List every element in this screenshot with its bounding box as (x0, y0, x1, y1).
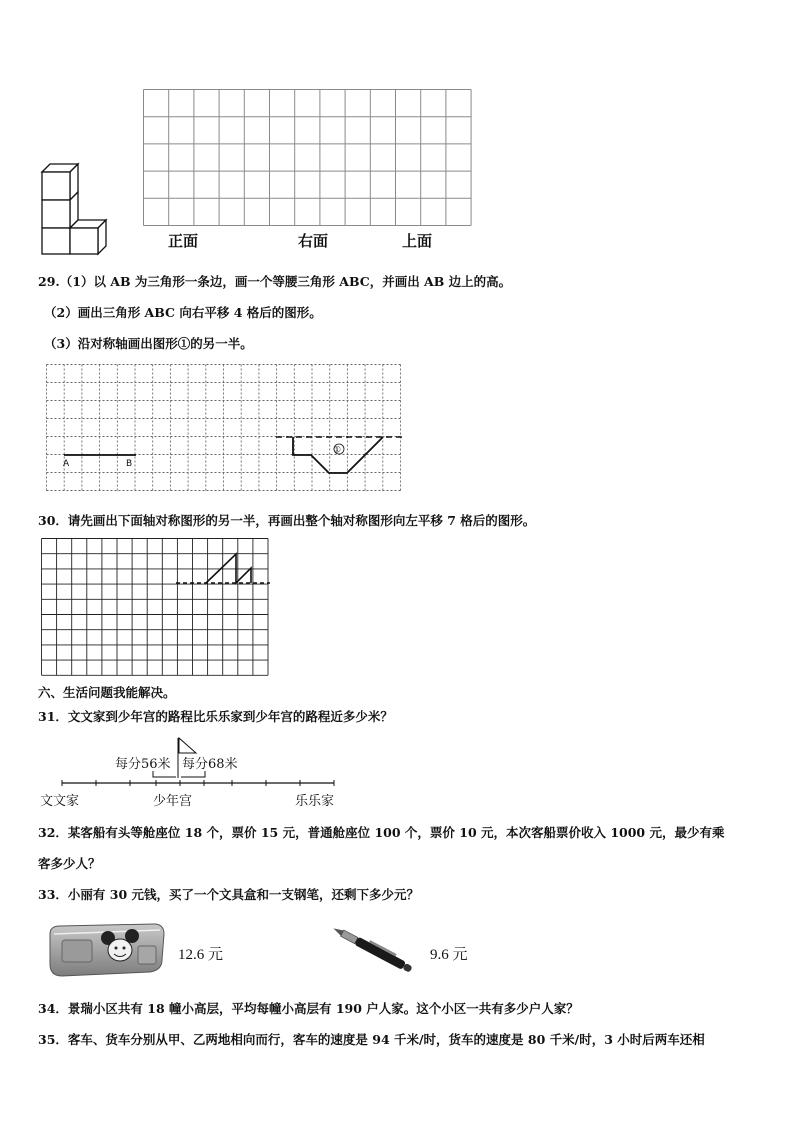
fountain-pen-price: 9.6 元 (430, 947, 468, 963)
q29-line1: 29.（1）以 AB 为三角形一条边，画一个等腰三角形 ABC，并画出 AB 边上的高。 (38, 274, 512, 289)
q34-text: 34．景瑞小区共有 18 幢小高层，平均每幢小高层有 190 户人家。这个小区一共有多少户人家？ (38, 1001, 579, 1016)
pencil-box-price: 12.6 元 (178, 947, 224, 963)
q31-place-left: 文文家 (40, 794, 80, 809)
cube-stack-figure (38, 160, 114, 260)
view-label-front: 正面 (168, 232, 199, 250)
q31-speed-right: 每分68米 (182, 757, 238, 772)
q30-grid[interactable] (41, 538, 270, 676)
q31-place-mid: 少年宫 (153, 794, 193, 809)
q29-dotted-grid[interactable] (46, 364, 402, 492)
fountain-pen-image (326, 922, 422, 982)
three-view-grid[interactable] (143, 89, 473, 227)
q29-line3: （3）沿对称轴画出图形①的另一半。 (44, 336, 253, 351)
q31-place-right: 乐乐家 (295, 794, 335, 809)
q31-text: 31．文文家到少年宫的路程比乐乐家到少年宫的路程近多少米？ (38, 709, 393, 724)
view-label-top: 上面 (402, 232, 433, 250)
q32-line2: 客多少人？ (38, 856, 101, 871)
figure-mark: ① (333, 445, 342, 456)
q32-line1: 32．某客船有头等舱座位 18 个，票价 15 元，普通舱座位 100 个，票价 10 元，本次客船票价收入 1000 元，最少有乘 (38, 825, 725, 840)
point-a-label: A (63, 459, 70, 469)
q31-speed-left: 每分56米 (115, 757, 171, 772)
section6-title: 六、生活问题我能解决。 (38, 685, 176, 700)
view-label-right: 右面 (298, 232, 329, 250)
q35-text: 35．客车、货车分别从甲、乙两地相向而行，客车的速度是 94 千米/时，货车的速度是 80 千米/时，3 小时后两车还相 (38, 1032, 705, 1047)
q33-text: 33．小丽有 30 元钱，买了一个文具盒和一支钢笔，还剩下多少元？ (38, 887, 419, 902)
q31-route-diagram (38, 733, 358, 817)
point-b-label: B (126, 459, 133, 469)
q30-text: 30．请先画出下面轴对称图形的另一半，再画出整个轴对称图形向左平移 7 格后的图形。 (38, 513, 536, 528)
q29-line2: （2）画出三角形 ABC 向右平移 4 格后的图形。 (44, 305, 322, 320)
pencil-box-image (44, 920, 168, 982)
